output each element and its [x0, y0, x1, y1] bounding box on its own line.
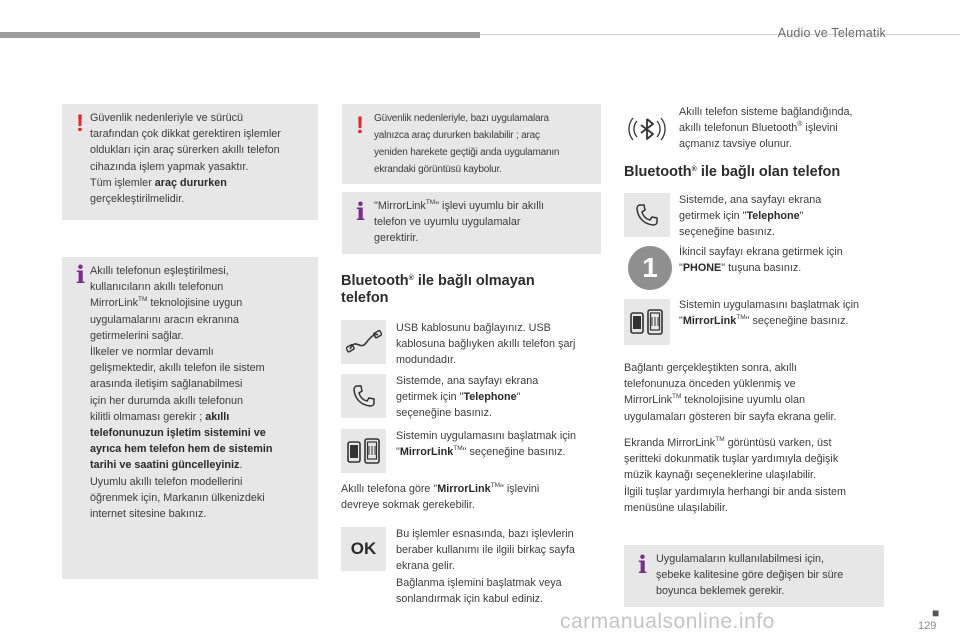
heading-connected: Bluetooth® ile bağlı olan telefon	[624, 164, 841, 180]
page-number: 129	[918, 620, 937, 632]
warning-box-apps	[342, 104, 601, 184]
bluetooth-tile	[624, 104, 670, 154]
chapter-number-badge: 1	[628, 246, 672, 290]
warning-icon: !	[76, 110, 84, 137]
header-rule	[480, 34, 960, 35]
ok-label: OK	[350, 539, 377, 558]
mirrorlink-icon	[345, 436, 383, 466]
mirrorlink-tile[interactable]	[341, 429, 386, 473]
bluetooth-intro-text: Akıllı telefon sisteme bağlandığında, akıllı telefonun Bluetooth® işlevini açmanız tavsiye olunur.	[679, 106, 853, 151]
info-text: Uygulamaların kullanılabilmesi için, şebeke kalitesine göre değişen bir süre boyunca beklemek gerekir.	[656, 553, 844, 598]
header-bar	[0, 32, 480, 38]
info-icon: i	[356, 197, 366, 226]
touch-keys-text: Ekranda MirrorLink™ görüntüsü varken, üst şeritteki dokunmatik tuşlar yardımıyla değişik müzik kaynağı seçeneklerine ulaşılabilir. İlgili tuşlar yardımıyla herhangi bir anda sistem menüsüne ulaşılabilir.	[624, 436, 847, 514]
info-text: "MirrorLink™" işlevi uyumlu bir akıllı telefon ve uyumlu uygulamalar gerektirir.	[374, 199, 545, 245]
step-mirrorlink-text: Sistemin uygulamasını başlatmak için "MirrorLink™" seçeneğine basınız.	[396, 430, 577, 459]
ok-tile[interactable]	[341, 527, 386, 571]
step-telephone-text: Sistemde, ana sayfayı ekrana getirmek için "Telephone" seçeneğine basınız.	[396, 375, 539, 420]
warning-text: Güvenlik nedenleriyle, bazı uygulamalara yalnızca araç dururken bakılabilir ; araç yeniden harekete geçtiği anda uygulamanın ekrandaki görüntüsü kaybolur.	[374, 113, 560, 175]
info-box-network	[624, 545, 884, 607]
warning-icon: !	[356, 112, 364, 139]
mirrorlink-tile[interactable]	[624, 299, 670, 345]
step-usb-text: USB kablosunu bağlayınız. USB kablosuna bağlıyken akıllı telefon şarj modundadır.	[396, 322, 576, 367]
step-telephone-text: Sistemde, ana sayfayı ekrana getirmek için "Telephone" seçeneğine basınız.	[679, 194, 822, 239]
connection-result-text: Bağlantı gerçekleştikten sonra, akıllı telefonunuza önceden yüklenmiş ve MirrorLink™ teknolojisine uyumlu olan uygulamaları gösteren bir sayfa ekrana gelir.	[624, 362, 837, 423]
mirrorlink-activation-note: Akıllı telefona göre "MirrorLink™" işlevini devreye sokmak gerekebilir.	[341, 482, 540, 512]
info-box-pairing	[62, 257, 318, 579]
info-box-mirrorlink	[342, 192, 601, 254]
end-marker: ■	[932, 606, 940, 620]
info-icon: i	[638, 550, 648, 579]
info-text: Akıllı telefonun eşleştirilmesi, kullanıcıların akıllı telefonun MirrorLink™ teknolojisine uygun uygulamalarını aracın ekranına getirmelerini sağlar. İlkeler ve normlar devamlı gelişmektedir, akıllı telefon ile sistem arasında iletişim sağlanabilmesi için her durumda akıllı telefonun kilitli olmaması gerekir ; akıllı telefonunuzun işletim sistemini ve ayrıca hem telefon hem de sistemin tarihi ve saatini güncelleyiniz. Uyumlu akıllı telefon modellerini öğrenmek için, Markanın ülkenizdeki internet sitesine bakınız.	[90, 265, 273, 521]
telephone-tile[interactable]	[341, 374, 386, 418]
usb-cable-tile	[341, 320, 386, 364]
info-icon: i	[76, 260, 86, 289]
section-title: Audio ve Telematik	[777, 26, 886, 40]
step-ok-text: Bu işlemler esnasında, bazı işlevlerin beraber kullanımı ile ilgili birkaç sayfa ekrana gelir. Bağlanma işlemini başlatmak veya sonlandırmak için kabul ediniz.	[396, 528, 575, 605]
phone-handset-icon	[634, 202, 660, 228]
heading-not-connected: Bluetooth® ile bağlı olmayan telefon	[341, 273, 535, 306]
mirrorlink-icon	[628, 307, 666, 337]
step-mirrorlink-text: Sistemin uygulamasını başlatmak için "MirrorLink™" seçeneğine basınız.	[679, 299, 860, 328]
watermark: carmanualsonline.info	[560, 610, 775, 633]
bluetooth-icon	[627, 109, 667, 149]
warning-box-driving	[62, 104, 318, 220]
usb-cable-icon	[346, 329, 382, 355]
step-phone-text: İkincil sayfayı ekrana getirmek için "PHONE" tuşuna basınız.	[679, 246, 843, 275]
warning-text: Güvenlik nedenleriyle ve sürücü tarafından çok dikkat gerektiren işlemler oldukları için araç sürerken akıllı telefon cihazında işlem yapmak yasaktır. Tüm işlemler araç dururken gerçekleştirilmelidir.	[90, 112, 281, 206]
telephone-tile[interactable]	[624, 193, 670, 237]
phone-handset-icon	[351, 383, 377, 409]
